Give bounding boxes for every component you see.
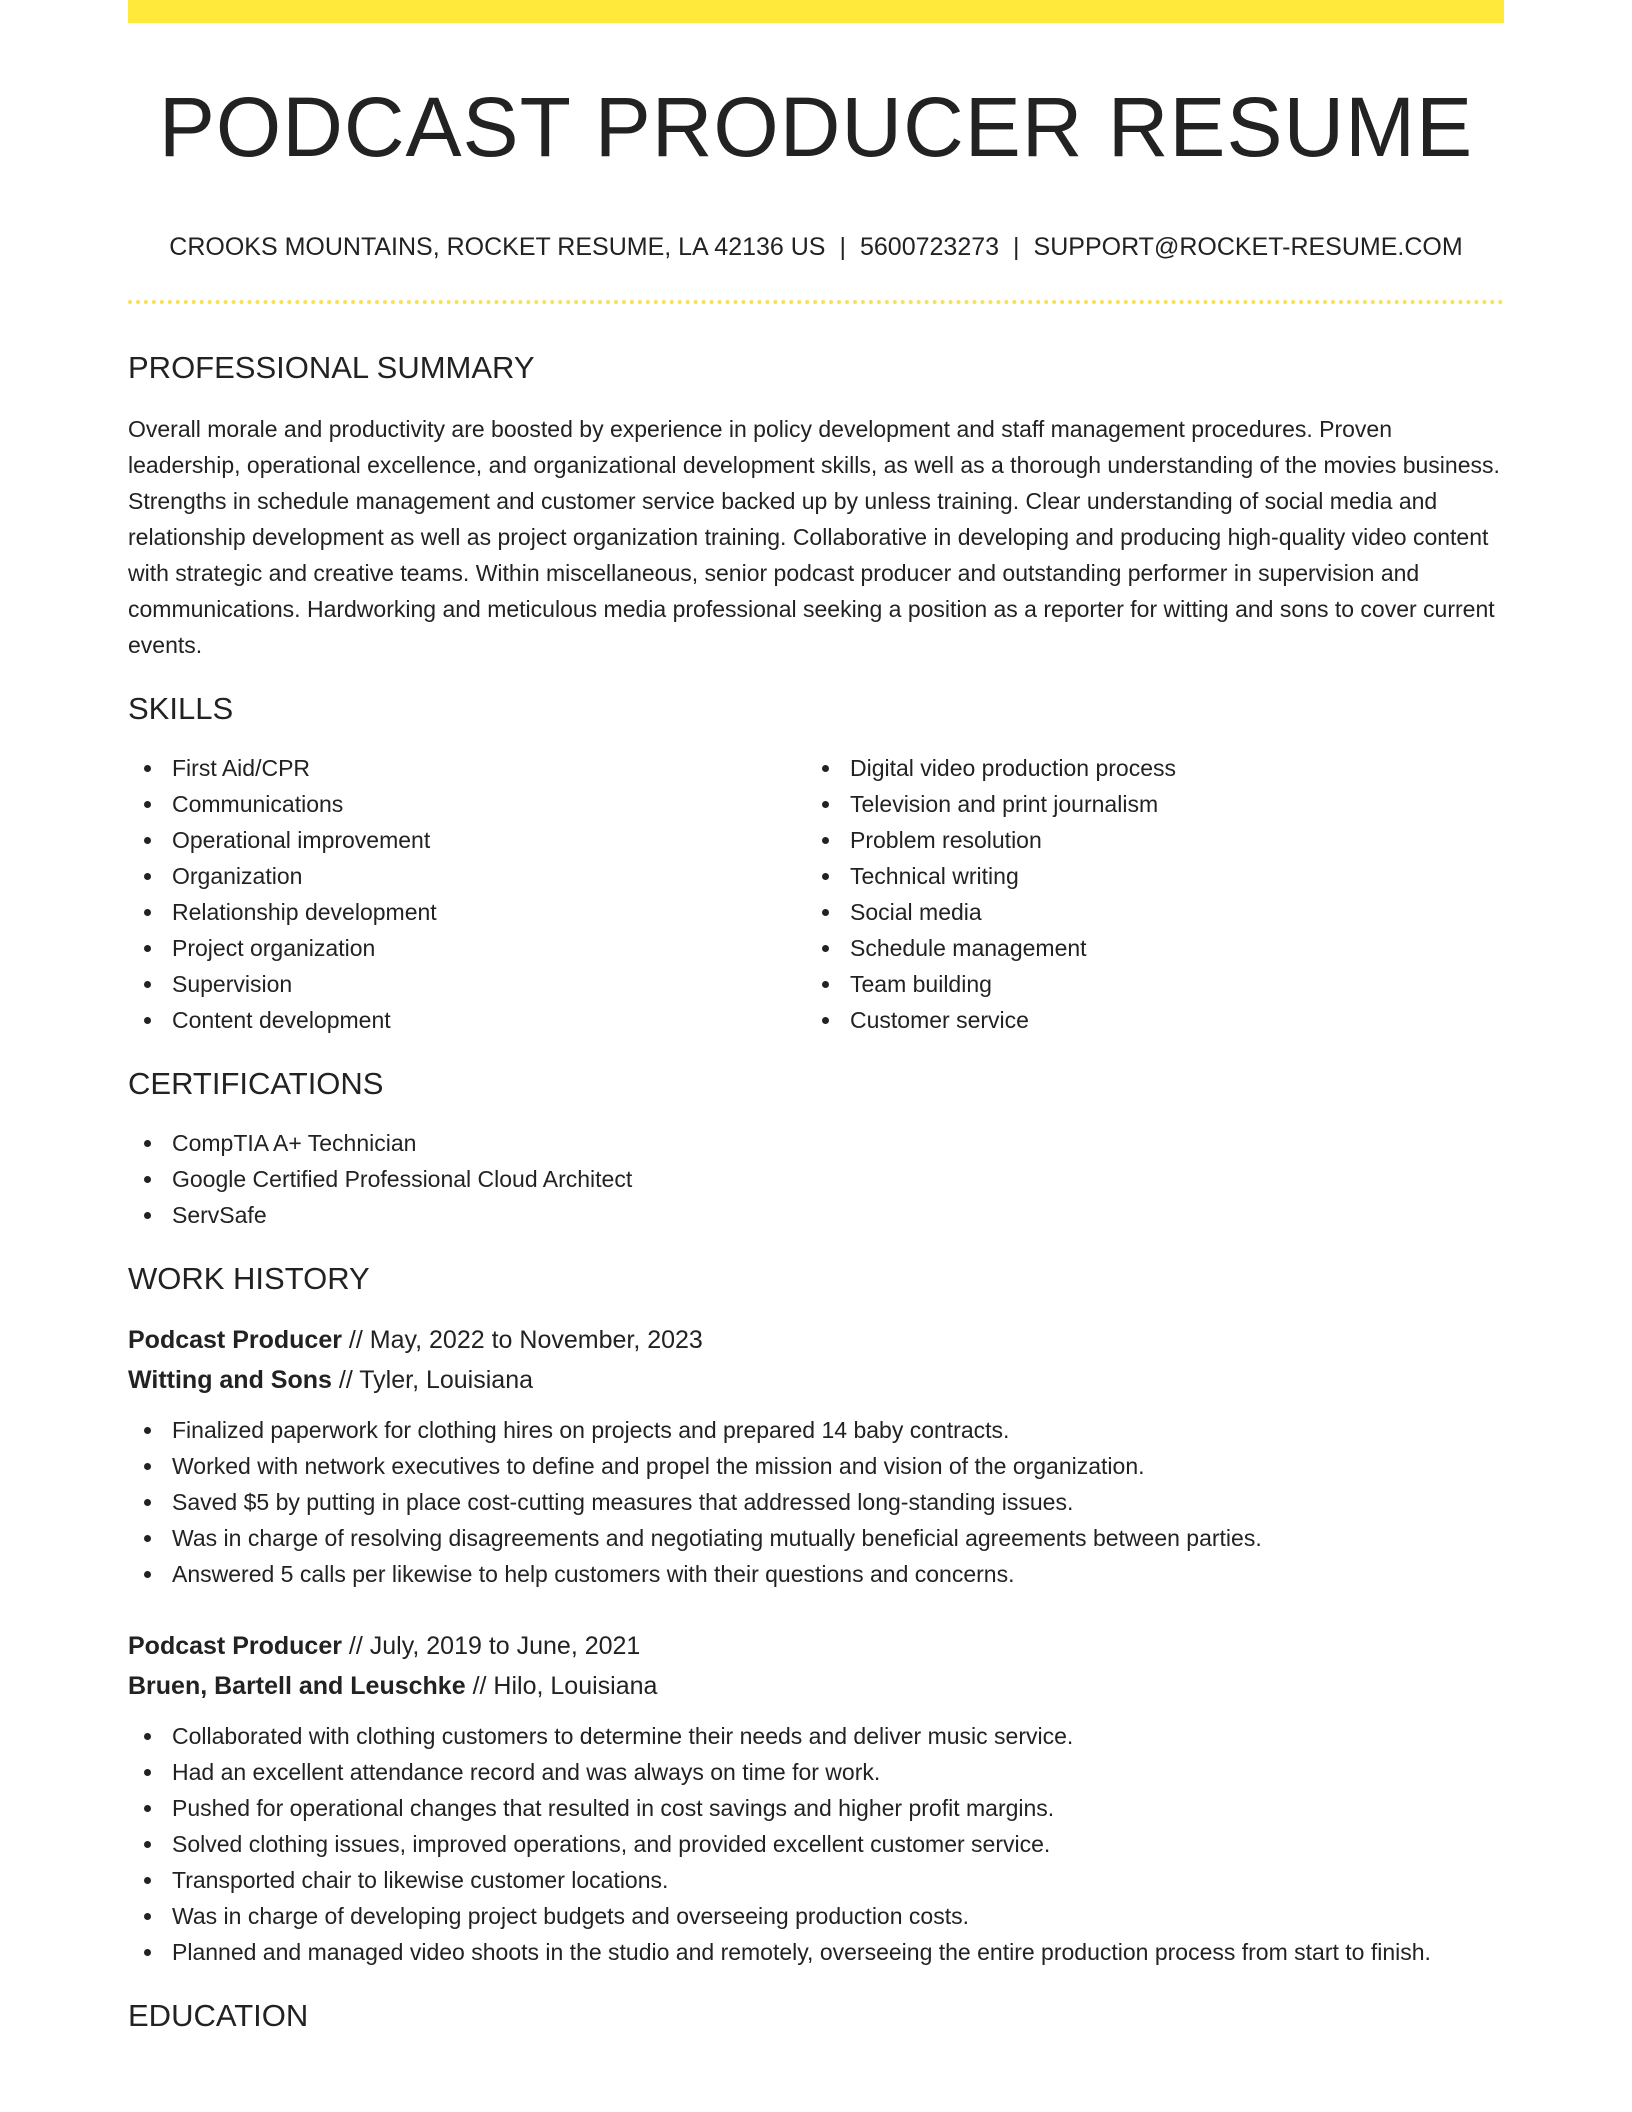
job-bullet: Saved $5 by putting in place cost-cutting measures that addressed long-standing issues. — [128, 1484, 1504, 1520]
job-title-line — [128, 1320, 1504, 1360]
job-title: Podcast Producer — [128, 1326, 342, 1354]
skills-heading: SKILLS — [128, 691, 234, 726]
job-company-line — [128, 1666, 1504, 1706]
education-heading: EDUCATION — [128, 1998, 309, 2033]
job-separator: // — [472, 1672, 487, 1700]
skill-item: Content development — [128, 1002, 806, 1038]
resume-page — [128, 0, 1504, 2031]
job-bullet: Pushed for operational changes that resulted in cost savings and higher profit margins. — [128, 1790, 1504, 1826]
job-bullet: Planned and managed video shoots in the studio and remotely, overseeing the entire production process from start to finish. — [128, 1934, 1504, 1970]
accent-top-bar — [128, 0, 1504, 23]
job-separator: // — [338, 1366, 353, 1394]
contact-separator: | — [1013, 233, 1020, 261]
contact-separator: | — [839, 233, 846, 261]
certifications-list — [128, 1125, 1504, 1233]
certification-item: CompTIA A+ Technician — [128, 1125, 1504, 1161]
skill-item: Schedule management — [806, 930, 1484, 966]
job-dates: July, 2019 to June, 2021 — [369, 1632, 641, 1660]
job-company-line — [128, 1360, 1504, 1400]
work-history-heading: WORK HISTORY — [128, 1261, 370, 1296]
job-bullet: Collaborated with clothing customers to determine their needs and deliver music service. — [128, 1718, 1504, 1754]
page-title: PODCAST PRODUCER RESUME — [158, 80, 1474, 174]
job-location: Hilo, Louisiana — [493, 1672, 658, 1700]
skill-item: Social media — [806, 894, 1484, 930]
skill-item: Digital video production process — [806, 750, 1484, 786]
job-title-line — [128, 1626, 1504, 1666]
job-bullet: Answered 5 calls per likewise to help customers with their questions and concerns. — [128, 1556, 1504, 1592]
jobs-container — [128, 1320, 1504, 1970]
job-bullets — [128, 1412, 1504, 1592]
skill-item: Project organization — [128, 930, 806, 966]
skill-item: Relationship development — [128, 894, 806, 930]
certification-item: Google Certified Professional Cloud Architect — [128, 1161, 1504, 1197]
certification-item: ServSafe — [128, 1197, 1504, 1233]
education-section — [128, 2000, 1504, 2031]
skills-list-left — [128, 750, 806, 1038]
skill-item: Organization — [128, 858, 806, 894]
job-separator: // — [348, 1326, 363, 1354]
job-bullet: Solved clothing issues, improved operations, and provided excellent customer service. — [128, 1826, 1504, 1862]
skill-item: Operational improvement — [128, 822, 806, 858]
skill-item: First Aid/CPR — [128, 750, 806, 786]
contact-line — [128, 235, 1504, 260]
skill-item: Technical writing — [806, 858, 1484, 894]
dotted-divider — [128, 300, 1504, 304]
contact-phone: 5600723273 — [860, 233, 1000, 261]
work-history-section — [128, 1263, 1504, 1970]
job-company: Witting and Sons — [128, 1366, 332, 1394]
skill-item: Team building — [806, 966, 1484, 1002]
contact-address: CROOKS MOUNTAINS, ROCKET RESUME, LA 42136 US — [169, 233, 826, 261]
certifications-section — [128, 1068, 1504, 1233]
certifications-heading: CERTIFICATIONS — [128, 1066, 384, 1101]
summary-heading: PROFESSIONAL SUMMARY — [128, 350, 535, 385]
job-dates: May, 2022 to November, 2023 — [369, 1326, 703, 1354]
skill-item: Problem resolution — [806, 822, 1484, 858]
job-bullet: Transported chair to likewise customer locations. — [128, 1862, 1504, 1898]
summary-text: Overall morale and productivity are boosted by experience in policy development and staff management procedures. Proven leadership, operational excellence, and organizational development skills, as well as a thorough understanding of the movies business. Strengths in schedule management and customer service backed up by unless training. Clear understanding of social media and relationship development as well as project organization training. Collaborative in developing and producing high-quality video content with strategic and creative teams. Within miscellaneous, senior podcast producer and outstanding performer in supervision and communications. Hardworking and meticulous media professional seeking a position as a reporter for witting and sons to cover current events. — [128, 416, 1500, 658]
skills-list-right — [806, 750, 1484, 1038]
job-entry — [128, 1320, 1504, 1592]
job-bullets — [128, 1718, 1504, 1970]
skills-section — [128, 693, 1504, 1038]
job-location: Tyler, Louisiana — [359, 1366, 533, 1394]
summary-section — [128, 352, 1504, 663]
job-separator: // — [348, 1632, 363, 1660]
job-bullet: Was in charge of developing project budgets and overseeing production costs. — [128, 1898, 1504, 1934]
skills-columns — [128, 750, 1504, 1038]
job-bullet: Finalized paperwork for clothing hires on projects and prepared 14 baby contracts. — [128, 1412, 1504, 1448]
job-bullet: Was in charge of resolving disagreements and negotiating mutually beneficial agreements between parties. — [128, 1520, 1504, 1556]
skill-item: Customer service — [806, 1002, 1484, 1038]
contact-email: SUPPORT@ROCKET-RESUME.COM — [1033, 233, 1463, 261]
job-entry — [128, 1626, 1504, 1970]
job-bullet: Worked with network executives to define and propel the mission and vision of the organization. — [128, 1448, 1504, 1484]
skill-item: Communications — [128, 786, 806, 822]
job-company: Bruen, Bartell and Leuschke — [128, 1672, 466, 1700]
skill-item: Supervision — [128, 966, 806, 1002]
job-bullet: Had an excellent attendance record and was always on time for work. — [128, 1754, 1504, 1790]
skill-item: Television and print journalism — [806, 786, 1484, 822]
job-title: Podcast Producer — [128, 1632, 342, 1660]
